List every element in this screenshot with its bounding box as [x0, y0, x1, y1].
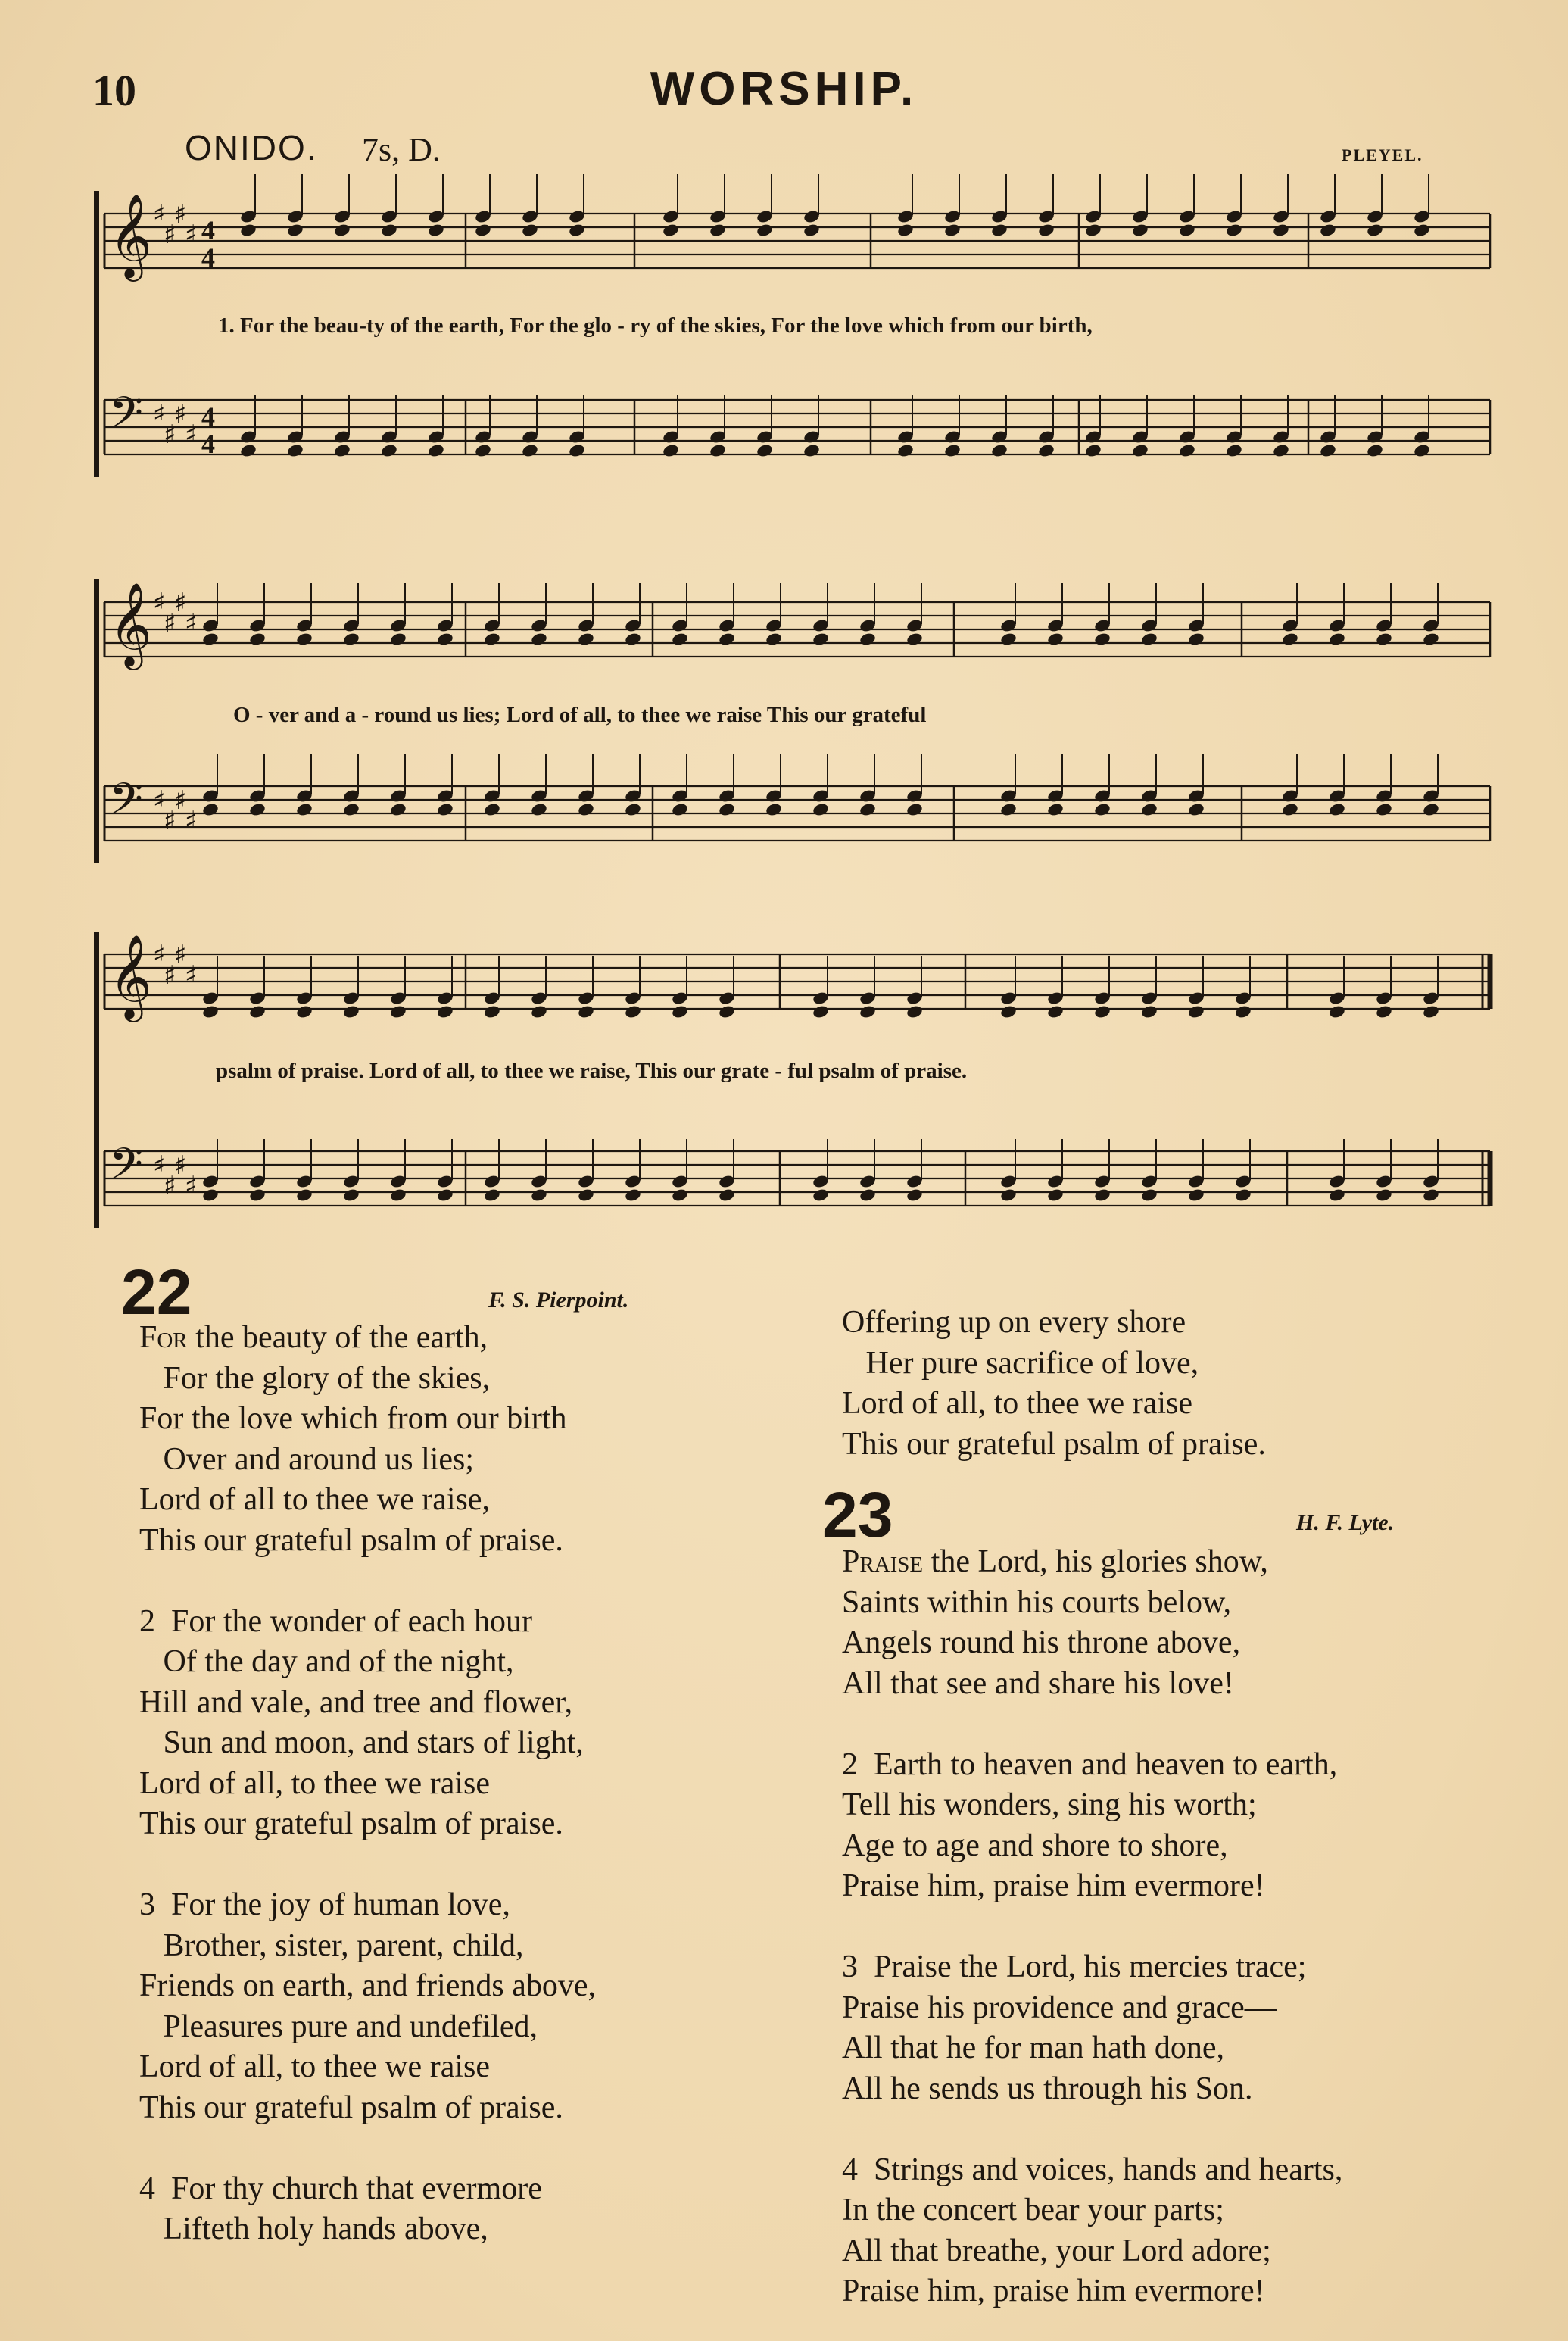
note-head: [1187, 802, 1205, 817]
note-head: [1272, 223, 1290, 238]
hymn-23-line: In the concert bear your parts;: [842, 2193, 1224, 2227]
treble-clef: 𝄞: [109, 193, 152, 278]
note-head: [1281, 802, 1299, 817]
note-head: [718, 1004, 736, 1019]
hymn-22-line: This our grateful psalm of praise.: [139, 1522, 563, 1558]
note-head: [624, 1188, 642, 1203]
note-head: [239, 443, 257, 458]
hymn-22-line: Lord of all to thee we raise,: [139, 1482, 490, 1517]
note-head: [248, 1188, 267, 1203]
note-head: [943, 223, 962, 238]
hymn-22-line: [139, 2128, 596, 2169]
hymn-23-line: 4 Strings and voices, hands and hearts,: [842, 2152, 1343, 2187]
hymn-23-line: 2 Earth to heaven and heaven to earth,: [842, 1746, 1338, 1782]
hymn-22-line: Her pure sacrifice of love,: [842, 1345, 1199, 1381]
bass-clef: 𝄢: [109, 387, 144, 449]
hymn-23-verses: [842, 1583, 1342, 2312]
note-head: [1131, 223, 1149, 238]
note-head: [624, 802, 642, 817]
key-signature-sharp: ♯: [185, 960, 198, 991]
note-head: [1375, 802, 1393, 817]
hymn-22-line: Brother, sister, parent, child,: [139, 1927, 524, 1963]
note-head: [624, 632, 642, 647]
note-head: [1093, 632, 1111, 647]
note-head: [286, 223, 304, 238]
hymn-23-line: [842, 1704, 1342, 1745]
hymn-23-line: All that he for man hath done,: [842, 2030, 1225, 2065]
note-head: [248, 802, 267, 817]
note-head: [483, 1188, 501, 1203]
key-signature-sharp: ♯: [153, 399, 166, 429]
key-signature-sharp: ♯: [174, 199, 187, 229]
note-head: [483, 632, 501, 647]
note-head: [436, 1004, 454, 1019]
hymn-23-line: [842, 1907, 1342, 1948]
note-head: [1178, 223, 1196, 238]
hymn-22-first-word: For: [139, 1320, 188, 1355]
note-head: [436, 1188, 454, 1203]
note-head: [1272, 443, 1290, 458]
note-head: [756, 443, 774, 458]
note-head: [1093, 1004, 1111, 1019]
hymn-23-first-word: Praise: [842, 1544, 924, 1579]
note-head: [1366, 443, 1384, 458]
note-head: [718, 802, 736, 817]
note-head: [201, 802, 220, 817]
note-head: [389, 802, 407, 817]
note-head: [1413, 223, 1431, 238]
key-signature-sharp: ♯: [174, 1150, 187, 1181]
note-head: [389, 1004, 407, 1019]
page-number: 10: [92, 66, 136, 115]
note-head: [718, 632, 736, 647]
note-head: [436, 802, 454, 817]
time-signature: 4: [201, 215, 215, 245]
note-head: [342, 802, 360, 817]
note-head: [1225, 443, 1243, 458]
hymn-22-line: Pleasures pure and undefiled,: [139, 2009, 538, 2044]
note-head: [342, 1004, 360, 1019]
hymn-22-line: Lord of all, to thee we raise: [842, 1386, 1192, 1421]
hymn-22-right-column: [842, 1303, 1266, 1465]
hymn-23-line: Tell his wonders, sing his worth;: [842, 1787, 1257, 1822]
note-head: [1319, 223, 1337, 238]
hymn-22-author: F. S. Pierpoint.: [488, 1288, 629, 1313]
note-head: [1328, 632, 1346, 647]
note-head: [671, 1004, 689, 1019]
note-head: [1046, 632, 1065, 647]
hymn-23-line: Praise him, praise him evermore!: [842, 2274, 1265, 2308]
hymn-22-line: Sun and moon, and stars of light,: [139, 1725, 584, 1760]
treble-clef: 𝄞: [109, 582, 152, 666]
key-signature-sharp: ♯: [164, 960, 176, 991]
note-head: [1178, 443, 1196, 458]
hymn-22-left-column: [139, 1359, 596, 2250]
note-head: [1131, 443, 1149, 458]
note-head: [812, 1004, 830, 1019]
hymn-23-line: All that breathe, your Lord adore;: [842, 2233, 1271, 2268]
hymn-23-line: Praise his providence and grace—: [842, 1990, 1277, 2025]
hymn-22-line: Friends on earth, and friends above,: [139, 1968, 596, 2003]
note-head: [1140, 1004, 1158, 1019]
hymn-23-number: 23: [822, 1479, 893, 1550]
note-head: [803, 223, 821, 238]
note-head: [624, 1004, 642, 1019]
system-brace: [94, 579, 99, 863]
key-signature-sharp: ♯: [164, 1171, 176, 1201]
note-head: [1234, 1004, 1252, 1019]
note-head: [718, 1188, 736, 1203]
note-head: [295, 1004, 313, 1019]
note-head: [1319, 443, 1337, 458]
hymn-23-line: Saints within his courts below,: [842, 1584, 1232, 1620]
hymn-22-line: Hill and vale, and tree and flower,: [139, 1684, 573, 1720]
key-signature-sharp: ♯: [185, 1171, 198, 1201]
key-signature-sharp: ♯: [153, 1150, 166, 1181]
note-head: [248, 632, 267, 647]
note-head: [577, 1188, 595, 1203]
hymn-22-line: This our grateful psalm of praise.: [139, 2090, 563, 2125]
hymn-23-line: Angels round his throne above,: [842, 1625, 1241, 1660]
note-head: [906, 1188, 924, 1203]
tune-name: ONIDO.: [185, 128, 318, 167]
note-head: [530, 1004, 548, 1019]
note-head: [1037, 443, 1055, 458]
note-head: [201, 1004, 220, 1019]
hymn-23-line: All that see and share his love!: [842, 1665, 1234, 1701]
hymn-23-line: [842, 2109, 1342, 2150]
key-signature-sharp: ♯: [174, 588, 187, 618]
hymn-22-line: 3 For the joy of human love,: [139, 1887, 510, 1922]
key-signature-sharp: ♯: [153, 940, 166, 970]
note-head: [1140, 632, 1158, 647]
hymn-22-first-line: [139, 1318, 488, 1359]
time-signature: 4: [201, 401, 215, 432]
note-head: [1046, 1004, 1065, 1019]
note-head: [333, 223, 351, 238]
hymn-22-line: For the glory of the skies,: [139, 1360, 491, 1396]
note-head: [756, 223, 774, 238]
hymn-23-line: All he sends us through his Son.: [842, 2071, 1253, 2106]
note-head: [521, 223, 539, 238]
hymn-22-line: [139, 1845, 596, 1886]
key-signature-sharp: ♯: [185, 608, 198, 638]
note-head: [999, 802, 1018, 817]
note-head: [1225, 223, 1243, 238]
hymn-22-line: Of the day and of the night,: [139, 1644, 514, 1679]
hymn-23-line: 3 Praise the Lord, his mercies trace;: [842, 1949, 1307, 1984]
hymn-22-line: This our grateful psalm of praise.: [139, 1806, 563, 1841]
note-head: [389, 632, 407, 647]
tune-meter: 7s, D.: [362, 131, 441, 168]
note-head: [1093, 802, 1111, 817]
tune-composer: PLEYEL.: [1342, 145, 1423, 164]
note-head: [577, 1004, 595, 1019]
note-head: [943, 443, 962, 458]
system-brace: [94, 191, 99, 477]
note-head: [1084, 443, 1102, 458]
time-signature: 4: [201, 429, 215, 459]
hymn-22-line: Lord of all, to thee we raise: [139, 1765, 490, 1801]
note-head: [380, 223, 398, 238]
hymn-22-line: 4 For thy church that evermore: [139, 2171, 542, 2206]
note-head: [295, 632, 313, 647]
music-lyrics-line-2: O - ver and a - round us lies; Lord of all, to thee we raise This our grateful: [233, 703, 927, 727]
note-head: [896, 443, 915, 458]
note-head: [201, 1188, 220, 1203]
note-head: [812, 802, 830, 817]
hymn-22-line: Lifteth holy hands above,: [139, 2211, 488, 2246]
key-signature-sharp: ♯: [174, 399, 187, 429]
note-head: [1046, 1188, 1065, 1203]
note-head: [577, 802, 595, 817]
hymn-22-line: Offering up on every shore: [842, 1305, 1186, 1340]
hymn-22-line: 2 For the wonder of each hour: [139, 1603, 533, 1639]
note-head: [1037, 223, 1055, 238]
hymn-22-line: Over and around us lies;: [139, 1441, 475, 1477]
note-head: [342, 1188, 360, 1203]
key-signature-sharp: ♯: [164, 806, 176, 836]
hymn-22-line: [139, 1561, 596, 1602]
system-brace: [94, 932, 99, 1228]
note-head: [906, 1004, 924, 1019]
note-head: [1422, 1188, 1440, 1203]
note-head: [286, 443, 304, 458]
bass-clef: 𝄢: [109, 773, 144, 835]
key-signature-sharp: ♯: [153, 199, 166, 229]
hymn-23-line: Age to age and shore to shore,: [842, 1828, 1228, 1863]
key-signature-sharp: ♯: [174, 940, 187, 970]
note-head: [1046, 802, 1065, 817]
note-head: [568, 223, 586, 238]
note-head: [248, 1004, 267, 1019]
note-head: [765, 632, 783, 647]
note-head: [1281, 632, 1299, 647]
music-lyrics-line-3: psalm of praise. Lord of all, to thee we raise, This our grate - ful psalm of praise.: [216, 1059, 968, 1083]
key-signature-sharp: ♯: [164, 220, 176, 250]
key-signature-sharp: ♯: [153, 785, 166, 816]
note-head: [990, 443, 1008, 458]
note-head: [671, 802, 689, 817]
hymn-22-first-line-rest: the beauty of the earth,: [187, 1320, 488, 1355]
note-head: [859, 802, 877, 817]
key-signature-sharp: ♯: [164, 608, 176, 638]
hymn-22-number: 22: [121, 1256, 192, 1328]
note-head: [1375, 1188, 1393, 1203]
note-head: [1375, 632, 1393, 647]
note-head: [295, 802, 313, 817]
key-signature-sharp: ♯: [185, 806, 198, 836]
note-head: [333, 443, 351, 458]
note-head: [577, 632, 595, 647]
note-head: [999, 1004, 1018, 1019]
note-head: [521, 443, 539, 458]
note-head: [1140, 1188, 1158, 1203]
music-lyrics-line-1: 1. For the beau-ty of the earth, For the glo - ry of the skies, For the love which from our birth,: [218, 314, 1093, 338]
note-head: [483, 1004, 501, 1019]
note-head: [1328, 1188, 1346, 1203]
note-head: [1413, 443, 1431, 458]
note-head: [1093, 1188, 1111, 1203]
note-head: [1422, 802, 1440, 817]
note-head: [342, 632, 360, 647]
note-head: [1422, 1004, 1440, 1019]
note-head: [1187, 632, 1205, 647]
hymn-23-author: H. F. Lyte.: [1296, 1510, 1395, 1535]
note-head: [812, 632, 830, 647]
note-head: [1187, 1004, 1205, 1019]
hymn-23-line: Praise him, praise him evermore!: [842, 1868, 1265, 1903]
note-head: [812, 1188, 830, 1203]
note-head: [859, 1004, 877, 1019]
note-head: [662, 223, 680, 238]
note-head: [671, 632, 689, 647]
note-head: [239, 223, 257, 238]
hymn-22-line: This our grateful psalm of praise.: [842, 1426, 1266, 1462]
hymn-22-line: Lord of all, to thee we raise: [139, 2049, 490, 2084]
note-head: [380, 443, 398, 458]
key-signature-sharp: ♯: [164, 420, 176, 450]
note-head: [436, 632, 454, 647]
note-head: [859, 1188, 877, 1203]
note-head: [906, 632, 924, 647]
note-head: [906, 802, 924, 817]
note-head: [1328, 802, 1346, 817]
note-head: [389, 1188, 407, 1203]
note-head: [990, 223, 1008, 238]
note-head: [201, 632, 220, 647]
key-signature-sharp: ♯: [185, 420, 198, 450]
hymn-23-first-line: [842, 1542, 1268, 1583]
note-head: [530, 802, 548, 817]
note-head: [1422, 632, 1440, 647]
note-head: [1187, 1188, 1205, 1203]
note-head: [530, 1188, 548, 1203]
note-head: [474, 223, 492, 238]
note-head: [662, 443, 680, 458]
note-head: [1328, 1004, 1346, 1019]
note-head: [765, 802, 783, 817]
note-head: [803, 443, 821, 458]
treble-clef: 𝄞: [109, 934, 152, 1019]
key-signature-sharp: ♯: [174, 785, 187, 816]
time-signature: 4: [201, 242, 215, 273]
note-head: [999, 632, 1018, 647]
hymn-22-line: For the love which from our birth: [139, 1401, 567, 1436]
note-head: [859, 632, 877, 647]
note-head: [1140, 802, 1158, 817]
note-head: [427, 223, 445, 238]
note-head: [1375, 1004, 1393, 1019]
note-head: [896, 223, 915, 238]
note-head: [1234, 1188, 1252, 1203]
note-head: [709, 223, 727, 238]
note-head: [568, 443, 586, 458]
note-head: [295, 1188, 313, 1203]
section-header: WORSHIP.: [650, 63, 918, 115]
note-head: [1366, 223, 1384, 238]
note-head: [671, 1188, 689, 1203]
note-head: [427, 443, 445, 458]
bass-clef: 𝄢: [109, 1138, 144, 1200]
note-head: [530, 632, 548, 647]
note-head: [474, 443, 492, 458]
key-signature-sharp: ♯: [153, 588, 166, 618]
note-head: [483, 802, 501, 817]
note-head: [709, 443, 727, 458]
note-head: [1084, 223, 1102, 238]
hymn-23-first-line-rest: the Lord, his glories show,: [923, 1544, 1268, 1579]
key-signature-sharp: ♯: [185, 220, 198, 250]
note-head: [999, 1188, 1018, 1203]
